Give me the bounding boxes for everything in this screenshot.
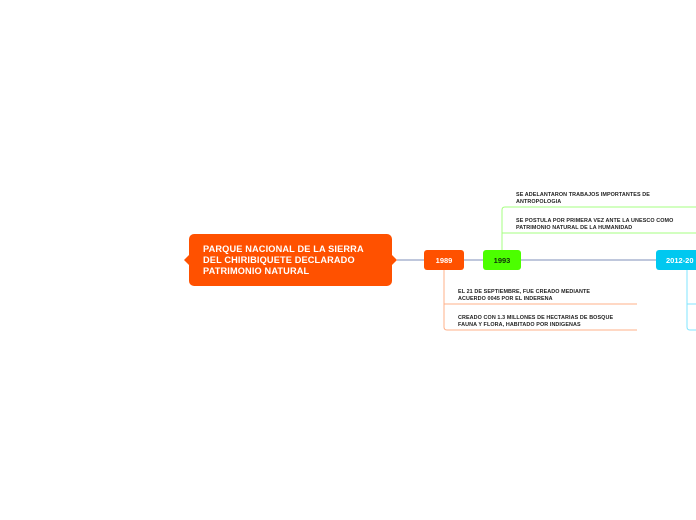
subtopic-1993-unesco[interactable]: SE POSTULA POR PRIMERA VEZ ANTE LA UNESCO COMO PATRIMONIO NATURAL DE LA HUMANIDAD bbox=[516, 218, 674, 231]
subtopic-1993-antropologia[interactable]: SE ADELANTARON TRABAJOS IMPORTANTES DE ANTROPOLOGIA bbox=[516, 192, 650, 205]
root-node-right-pointer bbox=[392, 255, 397, 265]
topic-1989[interactable]: 1989 bbox=[424, 250, 464, 270]
subtopic-1989-creacion[interactable]: EL 21 DE SEPTIEMBRE, FUE CREADO MEDIANTE ACUERDO 0045 POR EL INDERENA bbox=[458, 289, 591, 302]
topic-1993[interactable]: 1993 bbox=[483, 250, 521, 270]
subtopic-1989-hectareas[interactable]: CREADO CON 1.3 MILLONES DE HECTARIAS DE BOSQUE FAUNA Y FLORA, HABITADO POR INDIGENAS bbox=[458, 315, 614, 328]
topic-2012[interactable]: 2012-20 bbox=[656, 250, 696, 270]
branch-line-2012 bbox=[687, 270, 696, 330]
root-topic[interactable]: PARQUE NACIONAL DE LA SIERRA DEL CHIRIBIQUETE DECLARADO PATRIMONIO NATURAL bbox=[189, 234, 392, 286]
